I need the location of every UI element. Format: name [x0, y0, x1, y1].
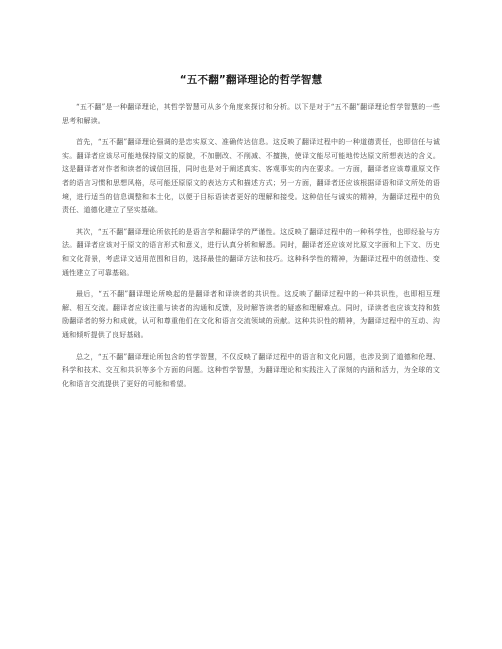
document-page	[62, 72, 440, 399]
paragraph-conclusion: 总之，“五不翻”翻译理论所包含的哲学智慧，不仅反映了翻译过程中的语言和文化问题，也涉及到了道德和伦理、科学和技术、交互和共识等多个方面的问题。这种哲学智慧，为翻译理论和实践注入了深刻的内涵和活力，为全球的文化和语言交流提供了更好的可能和希望。	[62, 352, 440, 388]
paragraph-second: 其次，“五不翻”翻译理论所依托的是语言学和翻译学的严谨性。这反映了翻译过程中的一种科学性，也即经验与方法。翻译者应该对于原文的语言形式和意义，进行认真分析和解悉。同时，翻译者还应该对比原文字面和上下文、历史和文化背景，考虑译文适用范围和目的，选择最佳的翻译方法和技巧。这种科学性的精神，为翻译过程中的创造性、变通性建立了可靠基础。	[62, 227, 440, 277]
paragraph-first: 首先，“五不翻”翻译理论强调的是忠实原文、准确传达信息。这反映了翻译过程中的一种道德责任，也即信任与诚实。翻译者应该尽可能地保持原文的原貌，不加删改、不削减、不擅换，使译文能尽可能地传达原文所想表达的含义。这是翻译者对作者和读者的诚信回报，同时也是对于阐述真实、客观事实的内在要求。一方面，翻译者应该尊重原文作者的语言习惯和思想风格，尽可能还原原文的表达方式和描述方式；另一方面，翻译者还应该根据译语和译文所处的语境，进行适当的信息调整和本土化，以便于目标语读者更好的理解和接受。这种信任与诚实的精神，为翻译过程中的负责任、道德化建立了坚实基础。	[62, 138, 440, 215]
document-title: “五不翻”翻译理论的哲学智慧	[179, 74, 323, 86]
paragraph-last: 最后，“五不翻”翻译理论所唤起的是翻译者和译读者的共识性。这反映了翻译过程中的一种共识性，也即相互理解、相互交流。翻译者应该注重与读者的沟通和反馈，及时解答读者的疑惑和理解难点。同时，译读者也应该支持和鼓励翻译者的努力和成就，认可和尊重他们在文化和语言交流领域的贡献。这种共识性的精神，为翻译过程中的互动、沟通和倾听提供了良好基础。	[62, 290, 440, 339]
paragraph-intro: “五不翻”是一种翻译理论，其哲学智慧可从多个角度来探讨和分析。以下是对于“五不翻”翻译理论哲学智慧的一些思考和解读。	[62, 103, 440, 125]
